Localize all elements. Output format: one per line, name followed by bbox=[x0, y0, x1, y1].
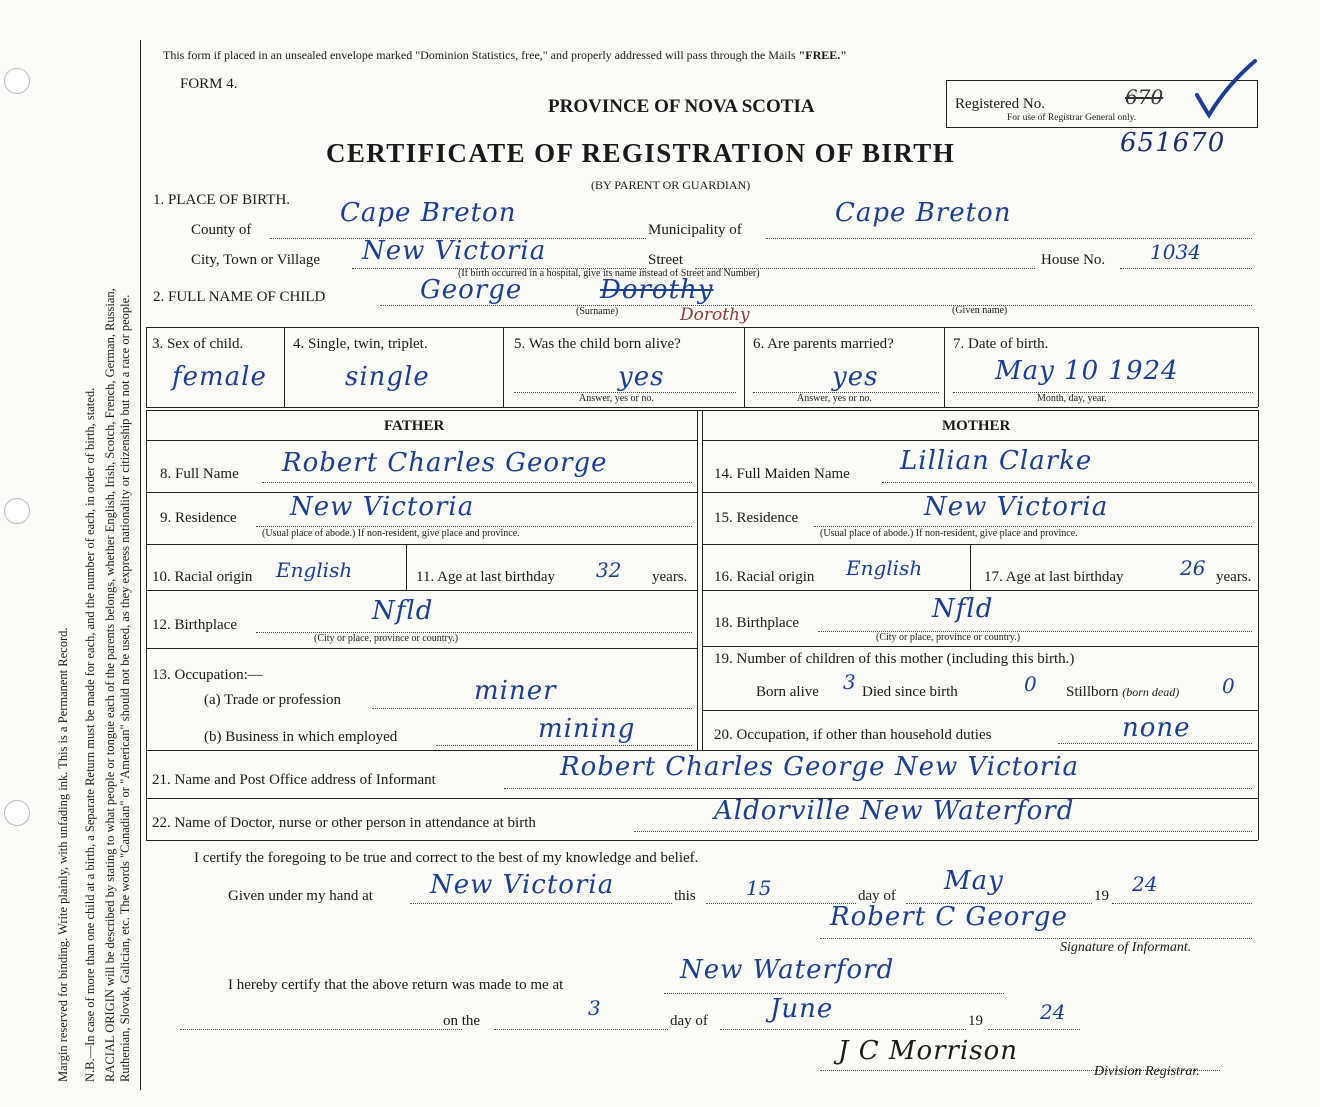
city-value: New Victoria bbox=[362, 236, 547, 266]
date-of-birth-value: May 10 1924 bbox=[995, 356, 1179, 386]
given-day-of-label: day of bbox=[858, 888, 896, 904]
father-racial-value: English bbox=[276, 558, 353, 582]
registrar-statement: I hereby certify that the above return was made to me at bbox=[228, 977, 564, 993]
father-residence-label: 9. Residence bbox=[160, 510, 237, 526]
binding-hole-bottom bbox=[4, 800, 30, 826]
mother-occupation-value: none bbox=[1122, 713, 1191, 743]
certify-statement: I certify the foregoing to be true and correct to the best of my knowledge and belief. bbox=[194, 850, 699, 866]
place-of-birth-label: 1. PLACE OF BIRTH. bbox=[153, 192, 291, 208]
doctor-value: Aldorville New Waterford bbox=[714, 796, 1075, 826]
registrar-general-note: For use of Registrar General only. bbox=[1007, 113, 1137, 123]
registrar-month-value: June bbox=[770, 994, 834, 1024]
given-this-label: this bbox=[674, 888, 696, 904]
registrar-year-value: 24 bbox=[1040, 1000, 1066, 1024]
registered-box bbox=[946, 80, 1258, 128]
father-residence-value: New Victoria bbox=[290, 492, 475, 522]
division-registrar-caption: Division Registrar. bbox=[1094, 1064, 1200, 1079]
parents-married-value: yes bbox=[832, 362, 879, 392]
county-label: County of bbox=[191, 222, 252, 238]
child-name-label: 2. FULL NAME OF CHILD bbox=[153, 289, 326, 305]
municipality-label: Municipality of bbox=[648, 222, 742, 238]
born-alive-count-value: 3 bbox=[843, 670, 856, 694]
mother-occupation-label: 20. Occupation, if other than household duties bbox=[714, 727, 992, 743]
born-alive-caption: Answer, yes or no. bbox=[579, 393, 654, 404]
child-given-correction: Dorothy bbox=[680, 305, 750, 325]
county-value: Cape Breton bbox=[340, 198, 517, 228]
margin-note-multiple-births: N.B.—In case of more than one child at a birth, a Separate Return must be made for each, and the number of each, in order of birth, stated. bbox=[83, 387, 97, 1082]
registrar-signature: J C Morrison bbox=[838, 1036, 1019, 1066]
house-number-value: 1034 bbox=[1150, 240, 1201, 264]
given-day-value: 15 bbox=[746, 876, 772, 900]
margin-rule bbox=[140, 40, 141, 1090]
born-alive-label: 5. Was the child born alive? bbox=[514, 336, 681, 352]
father-abode-caption: (Usual place of abode.) If non-resident, give place and province. bbox=[262, 528, 520, 539]
stillborn-value: 0 bbox=[1222, 674, 1235, 698]
binding-hole-middle bbox=[4, 498, 30, 524]
street-label: Street bbox=[648, 252, 683, 268]
certificate-subtitle: (BY PARENT OR GUARDIAN) bbox=[591, 178, 751, 192]
father-occupation-label: 13. Occupation:— bbox=[152, 667, 263, 683]
margin-note-racial-origin: RACIAL ORIGIN will be described by stating to what people or tongue each of the parents belongs, whether English, Irish, Scotch, French, German, Russian, bbox=[103, 288, 117, 1082]
stillborn-note: (born dead) bbox=[1122, 685, 1180, 699]
mother-heading: MOTHER bbox=[942, 418, 1011, 434]
mother-abode-caption: (Usual place of abode.) If non-resident, give place and province. bbox=[820, 528, 1078, 539]
father-business-label: (b) Business in which employed bbox=[204, 729, 398, 745]
mother-children-label: 19. Number of children of this mother (including this birth.) bbox=[714, 651, 1075, 667]
mail-notice-text: This form if placed in an unsealed envelope marked "Dominion Statistics, free," and properly addressed will pass through the Mails bbox=[163, 48, 799, 62]
given-under-hand-label: Given under my hand at bbox=[228, 888, 373, 904]
form-number: FORM 4. bbox=[180, 76, 238, 92]
sex-label: 3. Sex of child. bbox=[152, 336, 244, 352]
hospital-note: (If birth occurred in a hospital, give its name instead of Street and Number) bbox=[458, 268, 760, 279]
born-alive-value: yes bbox=[618, 362, 665, 392]
surname-caption: (Surname) bbox=[576, 306, 619, 317]
check-mark-icon bbox=[1197, 67, 1267, 117]
father-name-label: 8. Full Name bbox=[160, 466, 239, 482]
father-business-value: mining bbox=[538, 714, 636, 744]
registrar-day-of-label: day of bbox=[670, 1013, 708, 1029]
father-name-value: Robert Charles George bbox=[282, 448, 608, 478]
father-age-value: 32 bbox=[596, 558, 622, 582]
house-number-label: House No. bbox=[1041, 252, 1106, 268]
parents-married-caption: Answer, yes or no. bbox=[797, 393, 872, 404]
registered-value: 670 bbox=[1125, 85, 1164, 109]
mother-age-value: 26 bbox=[1180, 556, 1206, 580]
mother-age-label: 17. Age at last birthday bbox=[984, 569, 1124, 585]
registrar-on-the-label: on the bbox=[443, 1013, 481, 1029]
mail-notice bbox=[163, 48, 847, 63]
father-birthplace-caption: (City or place, province or country.) bbox=[314, 633, 459, 644]
mother-racial-label: 16. Racial origin bbox=[714, 569, 815, 585]
child-given-value: Dorothy bbox=[600, 275, 714, 305]
certificate-title: CERTIFICATE OF REGISTRATION OF BIRTH bbox=[326, 138, 956, 168]
mother-birthplace-value: Nfld bbox=[932, 594, 994, 624]
registered-label: Registered No. bbox=[955, 96, 1045, 112]
given-year-value: 24 bbox=[1132, 872, 1158, 896]
father-trade-label: (a) Trade or profession bbox=[204, 692, 342, 708]
informant-signature: Robert C George bbox=[830, 902, 1068, 932]
mail-notice-free: "FREE." bbox=[798, 48, 847, 62]
mother-birthplace-caption: (City or place, province or country.) bbox=[876, 632, 1021, 643]
father-age-years: years. bbox=[652, 569, 688, 585]
registrar-year-prefix: 19 bbox=[968, 1013, 983, 1029]
born-alive-count-label: Born alive bbox=[756, 684, 819, 700]
plurality-label: 4. Single, twin, triplet. bbox=[293, 336, 428, 352]
informant-signature-caption: Signature of Informant. bbox=[1060, 940, 1192, 955]
mother-birthplace-label: 18. Birthplace bbox=[714, 615, 799, 631]
father-birthplace-label: 12. Birthplace bbox=[152, 617, 237, 633]
city-label: City, Town or Village bbox=[191, 252, 321, 268]
date-of-birth-caption: Month, day, year. bbox=[1037, 393, 1107, 404]
parents-married-label: 6. Are parents married? bbox=[753, 336, 894, 352]
mother-residence-value: New Victoria bbox=[924, 492, 1109, 522]
registrar-day-value: 3 bbox=[588, 996, 601, 1020]
informant-value: Robert Charles George New Victoria bbox=[560, 752, 1080, 782]
given-place-value: New Victoria bbox=[430, 870, 615, 900]
given-month-value: May bbox=[944, 866, 1004, 896]
doctor-label: 22. Name of Doctor, nurse or other person in attendance at birth bbox=[152, 815, 536, 831]
mother-name-label: 14. Full Maiden Name bbox=[714, 466, 850, 482]
stillborn-label bbox=[1066, 684, 1179, 701]
father-age-label: 11. Age at last birthday bbox=[416, 569, 555, 585]
informant-label: 21. Name and Post Office address of Informant bbox=[152, 772, 436, 788]
province-heading: PROVINCE OF NOVA SCOTIA bbox=[548, 96, 815, 117]
stamped-registration-number: 651670 bbox=[1120, 128, 1226, 158]
binding-hole-top bbox=[4, 68, 30, 94]
registrar-place-value: New Waterford bbox=[680, 955, 895, 985]
stillborn-label-text: Stillborn bbox=[1066, 684, 1119, 700]
mother-name-value: Lillian Clarke bbox=[900, 446, 1093, 476]
father-racial-label: 10. Racial origin bbox=[152, 569, 253, 585]
mother-age-years: years. bbox=[1216, 569, 1252, 585]
margin-note-binding: Margin reserved for binding. Write plainly, with unfading ink. This is a Permanent Record. bbox=[56, 627, 70, 1082]
mother-residence-label: 15. Residence bbox=[714, 510, 799, 526]
sex-value: female bbox=[172, 362, 267, 392]
died-since-birth-value: 0 bbox=[1024, 672, 1037, 696]
father-birthplace-value: Nfld bbox=[372, 596, 434, 626]
plurality-value: single bbox=[345, 362, 430, 392]
given-name-caption: (Given name) bbox=[952, 305, 1008, 316]
given-year-prefix: 19 bbox=[1094, 888, 1109, 904]
father-trade-value: miner bbox=[474, 676, 557, 706]
margin-note-nationality: Ruthenian, Slovak, Galician, etc. The words "Canadian" or "American" should not be used, as they express nationality or citizenship but not a race or people. bbox=[118, 294, 132, 1082]
mother-racial-value: English bbox=[846, 556, 923, 580]
date-of-birth-label: 7. Date of birth. bbox=[953, 336, 1049, 352]
municipality-value: Cape Breton bbox=[835, 198, 1012, 228]
father-heading: FATHER bbox=[384, 418, 445, 434]
child-surname-value: George bbox=[420, 275, 523, 305]
died-since-birth-label: Died since birth bbox=[862, 684, 958, 700]
